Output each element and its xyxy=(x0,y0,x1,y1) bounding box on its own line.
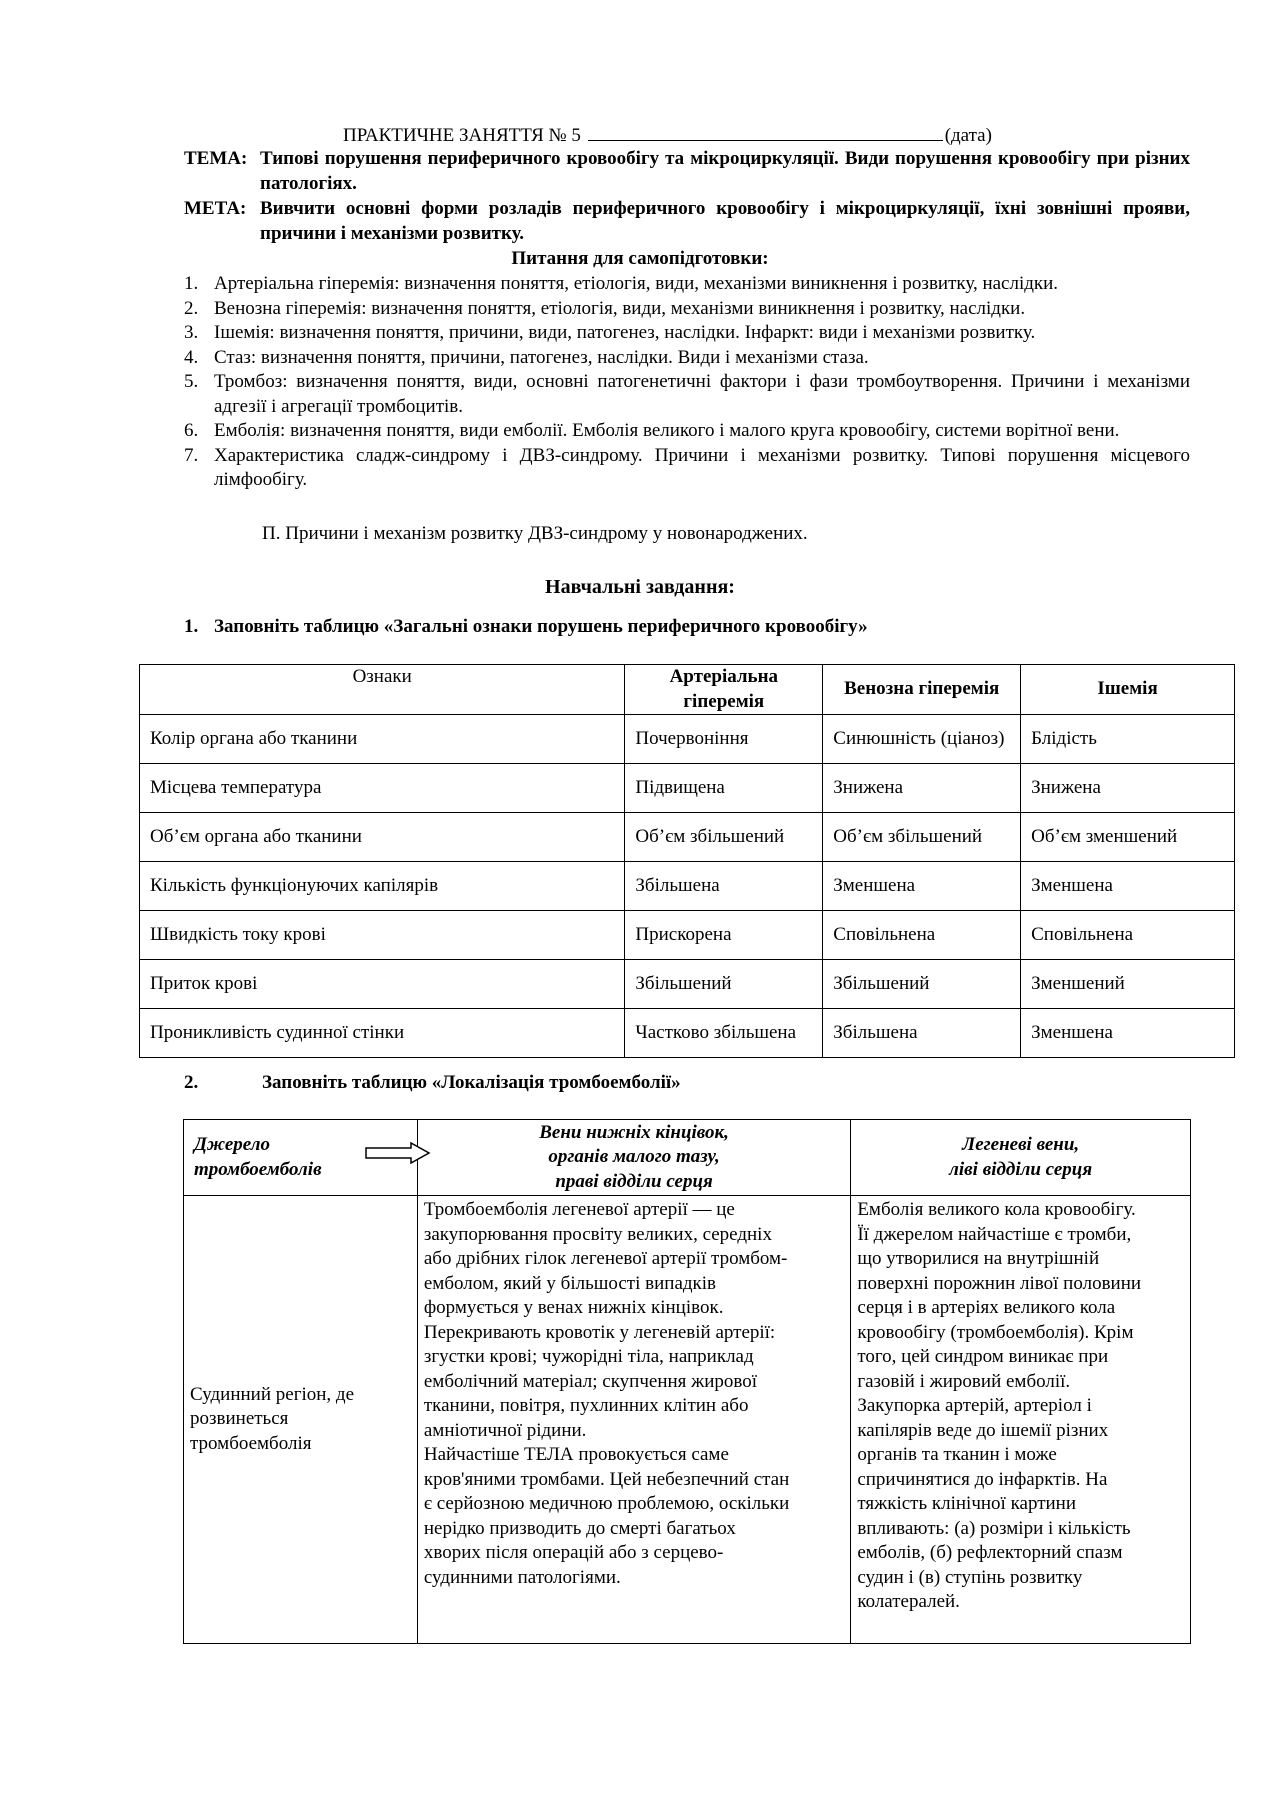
questions-list xyxy=(184,272,1190,493)
header-source xyxy=(184,1120,418,1196)
table-cell: Об’єм збільшений xyxy=(625,813,823,862)
table-cell: Почервоніння xyxy=(625,715,823,764)
list-item: 3. Ішемія: визначення поняття, причини, види, патогенез, наслідки. Інфаркт: види і механізми розвитку. xyxy=(184,322,1036,343)
table-cell: Підвищена xyxy=(625,764,823,813)
table-cell: Колір органа або тканини xyxy=(140,715,625,764)
questions-title: Питання для самопідготовки: xyxy=(511,248,769,269)
table-cell: Збільшена xyxy=(625,862,823,911)
table-cell: Зменшена xyxy=(823,862,1021,911)
lesson-title: ПРАКТИЧНЕ ЗАНЯТТЯ № 5 xyxy=(343,125,581,146)
topic-text: Типові порушення периферичного кровообігу та мікроциркуляції. Види порушення кровообігу при різних патологіях. xyxy=(260,148,1190,194)
goal-label: МЕТА: xyxy=(184,198,247,219)
table-cell: Зменшена xyxy=(1021,1009,1235,1058)
table-cell: Знижена xyxy=(823,764,1021,813)
extra-question: П. Причини і механізм розвитку ДВЗ-синдрому у новонароджених. xyxy=(262,523,808,544)
task1-number: 1. xyxy=(184,616,199,637)
header-left-source: Легеневі вени, ліві відділи серця xyxy=(851,1120,1191,1196)
table-cell: Проникливість судинної стінки xyxy=(140,1009,625,1058)
table-row xyxy=(140,715,1235,764)
lesson-header xyxy=(343,122,992,149)
arrow-right-icon xyxy=(365,1142,431,1164)
row-label-vascular-region: Судинний регіон, де розвинеться тромбоемболія xyxy=(184,1196,418,1644)
header-arterial: Артеріальна гіперемія xyxy=(625,665,823,715)
table-cell: Об’єм органа або тканини xyxy=(140,813,625,862)
circulation-signs-table xyxy=(139,664,1235,1058)
table-cell: Приток крові xyxy=(140,960,625,1009)
table-cell: Сповільнена xyxy=(1021,911,1235,960)
list-item: 7. Характеристика сладж-синдрому і ДВЗ-синдрому. Причини і механізми розвитку. Типові порушення місцевого лімфообігу. xyxy=(184,444,1190,490)
date-label: (дата) xyxy=(944,125,992,146)
table-cell: Знижена xyxy=(1021,764,1235,813)
table-cell: Об’єм зменшений xyxy=(1021,813,1235,862)
table-cell: Прискорена xyxy=(625,911,823,960)
header-right-source: Вени нижніх кінцівок, органів малого тазу, праві відділи серця xyxy=(417,1120,850,1196)
list-item: 2. Венозна гіперемія: визначення поняття, етіологія, види, механізми виникнення і розвитку, наслідки. xyxy=(184,297,1026,319)
table-row xyxy=(140,862,1235,911)
table-cell: Збільшений xyxy=(625,960,823,1009)
tasks-title: Навчальні завдання: xyxy=(545,576,735,598)
table-cell: Збільшена xyxy=(823,1009,1021,1058)
header-source-text: Джерело тромбоемболів xyxy=(194,1134,322,1180)
table-cell: Сповільнена xyxy=(823,911,1021,960)
table-cell: Зменшена xyxy=(1021,862,1235,911)
task2-heading xyxy=(184,1071,681,1096)
table-row xyxy=(140,911,1235,960)
header-venous: Венозна гіперемія xyxy=(823,665,1021,715)
table-cell: Збільшений xyxy=(823,960,1021,1009)
table-cell: Блідість xyxy=(1021,715,1235,764)
list-item: 4. Стаз: визначення поняття, причини, патогенез, наслідки. Види і механізми стаза. xyxy=(184,346,869,368)
table-header-row xyxy=(140,665,1235,715)
pulmonary-embolism-cell: Тромбоемболія легеневої артерії — це закупорювання просвіту великих, середніх або дрібних гілок легеневої артерії тромбом- емболом, який у більшості випадків формується у венах нижніх кінцівок. Перекривають кровотік у легеневій артерії: згустки крові; чужорідні тіла, наприклад емболічний матеріал; скупчення жирової тканини, повітря, пухлинних клітин або амніотичної рідини. Найчастіше ТЕЛА провокується саме кров'яними тромбами. Цей небезпечний стан є серйозною медичною проблемою, оскільки нерідко призводить до смерті багатьох хворих після операцій або з серцево- судинними патологіями. xyxy=(417,1196,850,1644)
list-item: 5. Тромбоз: визначення поняття, види, основні патогенетичні фактори і фази тромбоутворення. Причини і механізми адгезії і агрегації тромбоцитів. xyxy=(184,371,1190,417)
header-ischemia: Ішемія xyxy=(1021,665,1235,715)
task2-number: 2. xyxy=(184,1072,199,1093)
table-row xyxy=(184,1196,1191,1644)
table-cell: Об’єм збільшений xyxy=(823,813,1021,862)
task1-title: Заповніть таблицю «Загальні ознаки порушень периферичного кровообігу» xyxy=(214,616,868,637)
thromboembolism-table xyxy=(183,1119,1191,1644)
table-cell: Місцева температура xyxy=(140,764,625,813)
topic-block xyxy=(184,147,1190,196)
table-cell: Синюшність (ціаноз) xyxy=(823,715,1021,764)
list-item: 1. Артеріальна гіперемія: визначення поняття, етіологія, види, механізми виникнення і розвитку, наслідки. xyxy=(184,273,1059,294)
table-cell: Зменшений xyxy=(1021,960,1235,1009)
systemic-embolism-cell: Емболія великого кола кровообігу. Її джерелом найчастіше є тромби, що утворилися на внутрішній поверхні порожнин лівої половини серця і в артеріях великого кола кровообігу (тромбоемболія). Крім того, цей синдром виникає при газовій і жировий емболії. Закупорка артерій, артеріол і капілярів веде до ішемії різних органів та тканин і може спричинятися до інфарктів. На тяжкість клінічної картини впливають: (а) розміри і кількість емболів, (б) рефлекторний спазм судин і (в) ступінь розвитку колатералей. xyxy=(851,1196,1191,1644)
table-header-row xyxy=(184,1120,1191,1196)
table-row xyxy=(140,1009,1235,1058)
topic-label: ТЕМА: xyxy=(184,148,248,169)
table-row xyxy=(140,813,1235,862)
task2-title: Заповніть таблицю «Локалізація тромбоемболії» xyxy=(262,1072,681,1093)
table-cell: Частково збільшена xyxy=(625,1009,823,1058)
header-signs: Ознаки xyxy=(140,665,625,715)
table-row xyxy=(140,764,1235,813)
goal-block xyxy=(184,197,1190,246)
table-row xyxy=(140,960,1235,1009)
table-cell: Швидкість току крові xyxy=(140,911,625,960)
goal-text: Вивчити основні форми розладів периферичного кровообігу і мікроциркуляції, їхні зовнішні прояви, причини і механізми розвитку. xyxy=(260,198,1190,244)
date-blank-line xyxy=(588,122,943,141)
table-cell: Кількість функціонуючих капілярів xyxy=(140,862,625,911)
task1-heading xyxy=(184,615,868,640)
list-item: 6. Емболія: визначення поняття, види емболії. Емболія великого і малого круга кровообігу, системи ворітної вени. xyxy=(184,420,1120,441)
